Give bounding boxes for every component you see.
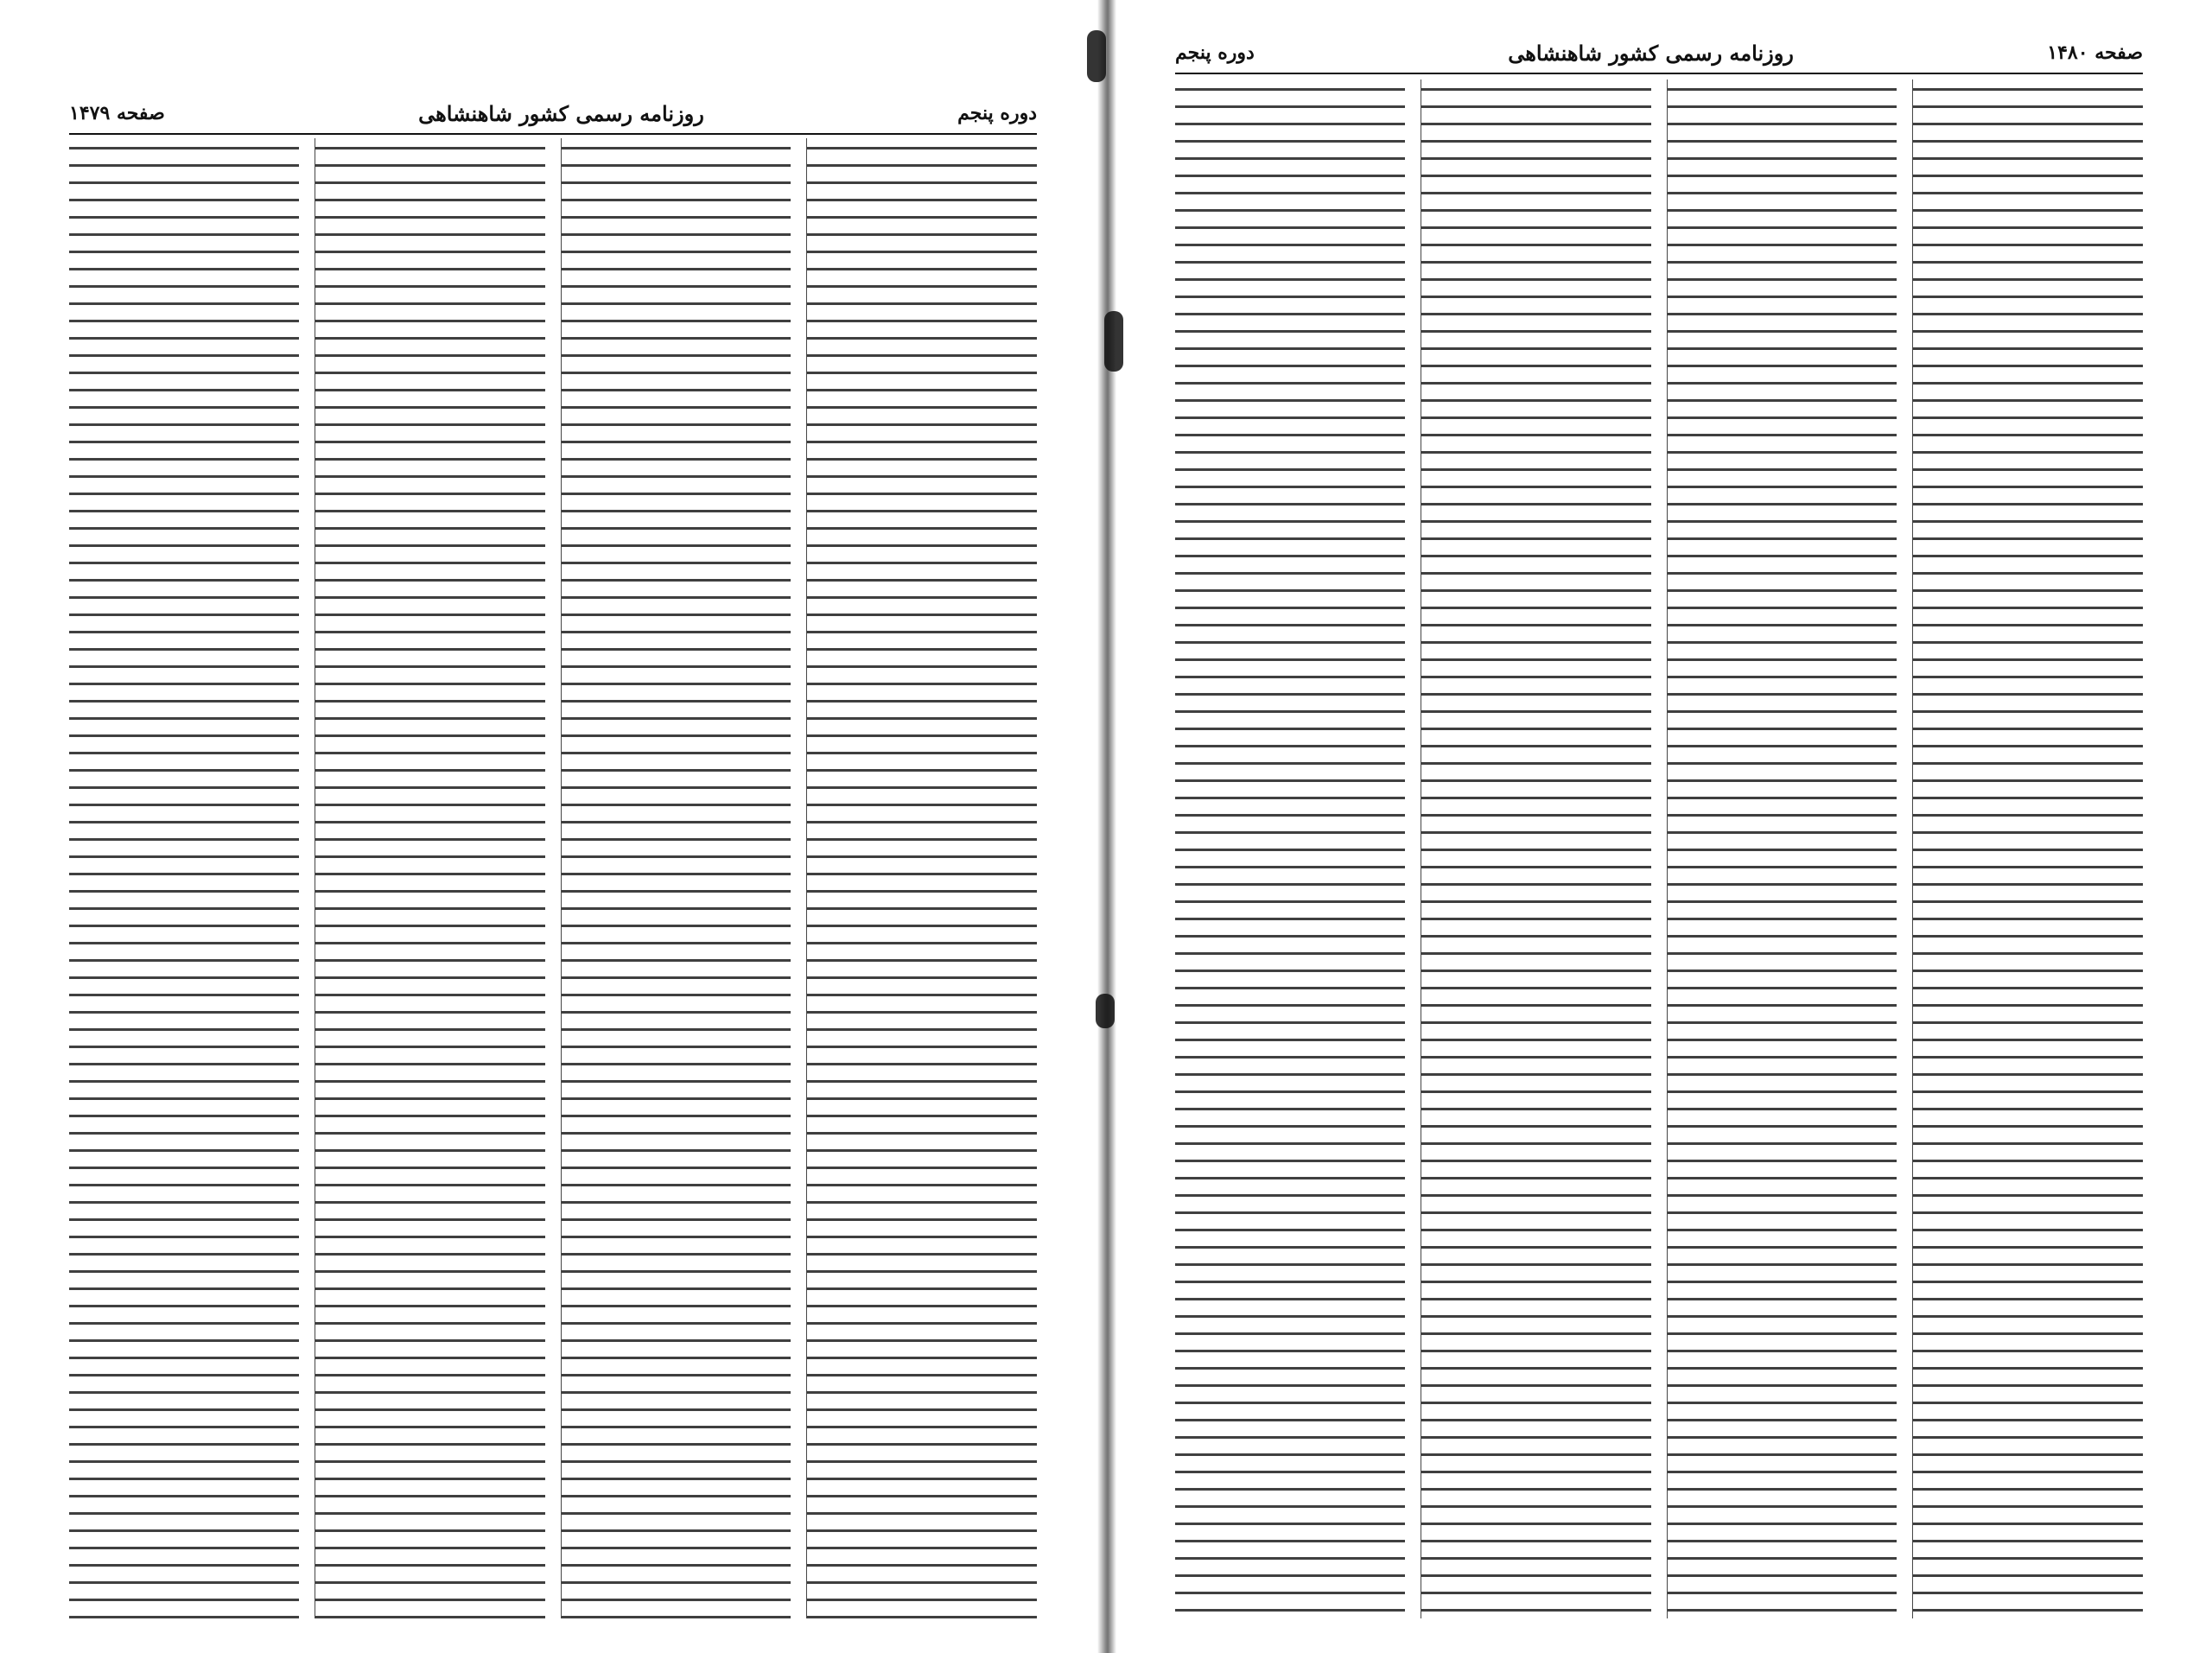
column [69,138,299,1618]
page-label: صفحه ۱۴۷۹ [69,102,165,124]
columns-right [1175,79,2143,1618]
column [1175,79,1405,1618]
page-header-left [69,93,1037,135]
page-label: صفحه ۱۴۸۰ [2047,41,2143,64]
columns-left [69,138,1037,1618]
column [1912,79,2143,1618]
newspaper-title: روزنامه رسمی کشور شاهنشاهی [1508,40,1794,66]
page-right [1106,0,2212,1653]
column [315,138,545,1618]
column [1667,79,1897,1618]
newspaper-title: روزنامه رسمی کشور شاهنشاهی [418,100,704,126]
ink-smudge [1096,994,1115,1028]
column [1421,79,1651,1618]
page-header-right [1175,33,2143,74]
ink-smudge [1104,311,1123,372]
edition-label: دوره پنجم [1175,41,1255,64]
column [806,138,1037,1618]
edition-label: دوره پنجم [957,102,1037,124]
binding-gutter [1097,0,1116,1653]
column [561,138,791,1618]
ink-smudge [1087,30,1106,82]
